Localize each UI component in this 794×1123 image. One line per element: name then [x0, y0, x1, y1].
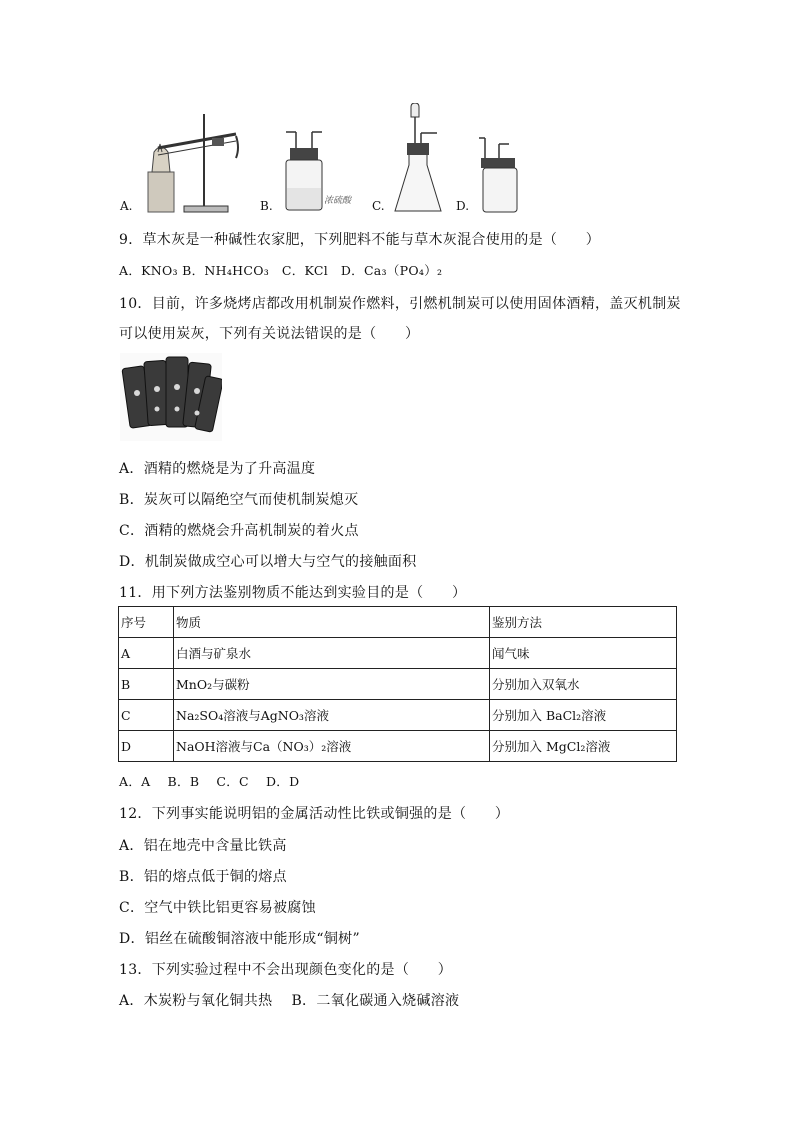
q11-stem: 11．用下列方法鉴别物质不能达到实验目的是（ ）: [119, 585, 467, 601]
table-cell: 分别加入双氧水: [490, 669, 677, 700]
q13-options: A．木炭粉与氧化铜共热 B．二氧化碳通入烧碱溶液: [119, 993, 460, 1009]
q8-figure-a: [140, 108, 242, 214]
q11-options: A．A B．B C．C D．D: [119, 774, 300, 789]
table-cell: 分别加入 MgCl₂溶液: [490, 731, 677, 762]
q10-charcoal-image: [120, 353, 222, 441]
q10-stem-line2: 可以使用炭灰，下列有关说法错误的是（ ）: [119, 326, 420, 342]
table-cell: B: [119, 669, 174, 700]
table-cell: A: [119, 638, 174, 669]
q10-option-b: B．炭灰可以隔绝空气而使机制炭熄灭: [119, 492, 359, 508]
q8-option-b: B.: [260, 199, 273, 213]
q8-figure-d: [479, 134, 523, 214]
q12-stem: 12．下列事实能说明铝的金属活动性比铁或铜强的是（ ）: [119, 806, 510, 822]
header-cell: 物质: [174, 607, 490, 638]
table-cell: MnO₂与碳粉: [174, 669, 490, 700]
q9-options: A．KNO₃ B．NH₄HCO₃ C．KCl D．Ca₃（PO₄）₂: [119, 263, 443, 278]
q13-stem: 13．下列实验过程中不会出现颜色变化的是（ ）: [119, 962, 453, 978]
q12-option-c: C．空气中铁比铝更容易被腐蚀: [119, 900, 316, 916]
q12-option-b: B．铝的熔点低于铜的熔点: [119, 869, 287, 885]
table-cell: Na₂SO₄溶液与AgNO₃溶液: [174, 700, 490, 731]
q10-option-d: D．机制炭做成空心可以增大与空气的接触面积: [119, 554, 417, 570]
table-header-row: [119, 607, 677, 638]
table-cell: D: [119, 731, 174, 762]
q12-option-d: D．铝丝在硫酸铜溶液中能形成“铜树”: [119, 931, 360, 947]
q9-stem: 9．草木灰是一种碱性农家肥，下列肥料不能与草木灰混合使用的是（ ）: [119, 232, 601, 248]
table-row: [119, 700, 677, 731]
q8-option-d: D.: [456, 199, 470, 213]
q8-option-a: A.: [120, 199, 133, 213]
table-cell: 分别加入 BaCl₂溶液: [490, 700, 677, 731]
q8-option-c: C.: [372, 199, 385, 213]
q10-stem-line1: 10．目前，许多烧烤店都改用机制炭作燃料，引燃机制炭可以使用固体酒精，盖灭机制炭: [119, 296, 681, 312]
q11-table: [118, 606, 677, 762]
table-row: [119, 669, 677, 700]
q12-option-a: A．铝在地壳中含量比铁高: [119, 838, 287, 854]
q10-option-c: C．酒精的燃烧会升高机制炭的着火点: [119, 523, 359, 539]
table-cell: 闻气味: [490, 638, 677, 669]
table-cell: 白酒与矿泉水: [174, 638, 490, 669]
table-cell: C: [119, 700, 174, 731]
header-cell: 序号: [119, 607, 174, 638]
q8-figure-c: [393, 103, 443, 215]
table-cell: NaOH溶液与Ca（NO₃）₂溶液: [174, 731, 490, 762]
table-row: [119, 731, 677, 762]
table-row: [119, 638, 677, 669]
header-cell: 鉴别方法: [490, 607, 677, 638]
q8-bottle-label: 浓硫酸: [324, 196, 352, 206]
q10-option-a: A．酒精的燃烧是为了升高温度: [119, 461, 316, 477]
